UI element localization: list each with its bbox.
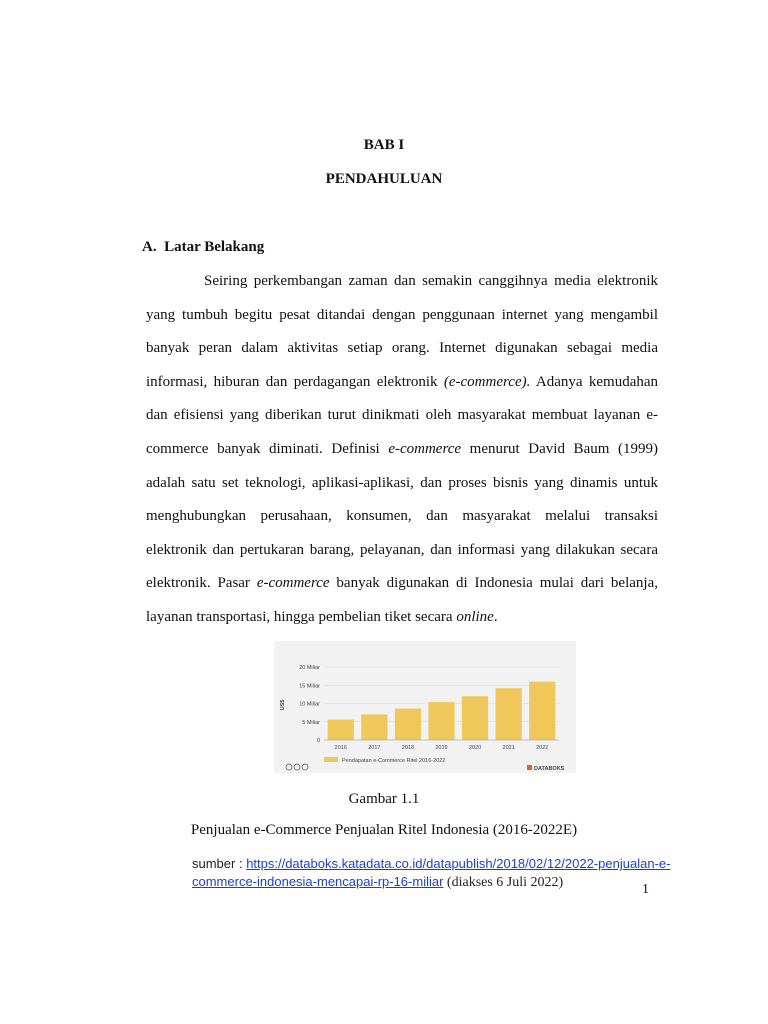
paragraph-line: elektronik dan pertukaran barang, pelayanan, dan informasi yang dilakukan secara (146, 541, 658, 558)
paragraph-line: elektronik. Pasar e-commerce banyak digunakan di Indonesia mulai dari belanja, (146, 575, 658, 592)
figure-source (192, 855, 672, 892)
y-tick-label: 10 Miliar (299, 701, 320, 708)
source-link[interactable]: https://databoks.katadata.co.id/datapublish/2018/02/12/2022-penjualan-e- (246, 856, 671, 871)
x-tick-label: 2018 (401, 745, 415, 751)
by-icon (294, 764, 300, 770)
figure-caption: Penjualan e-Commerce Penjualan Ritel Indonesia (2016-2022E) (190, 822, 578, 838)
sales-chart-figure (274, 641, 576, 773)
brand-label: DATABOKS (534, 766, 565, 772)
x-tick-label: 2021 (502, 745, 515, 751)
x-tick-label: 2017 (368, 745, 381, 751)
bar-chart (274, 641, 576, 773)
y-axis-label: US$ (280, 699, 286, 711)
chapter-title: PENDAHULUAN (325, 171, 443, 187)
y-tick-label: 20 Miliar (299, 665, 320, 671)
y-tick-label: 15 Miliar (299, 683, 320, 690)
paragraph-line: menghubungkan perusahaan, konsumen, dan masyarakat melalui transaksi (146, 508, 658, 525)
legend-swatch (324, 757, 338, 762)
chapter-heading: BAB I (363, 137, 405, 153)
paragraph-line: informasi, hiburan dan perdagangan elektronik (e-commerce). Adanya kemudahan (146, 373, 659, 390)
source-link-continued[interactable]: commerce-indonesia-mencapai-rp-16-miliar (192, 874, 444, 889)
paragraph-line: layanan transportasi, hingga pembelian tiket secara online. (146, 608, 498, 625)
bar (428, 702, 454, 740)
paragraph-line: commerce banyak diminati. Definisi e-commerce menurut David Baum (1999) (146, 440, 658, 457)
bar (529, 682, 555, 740)
figure-label: Gambar 1.1 (348, 791, 420, 807)
x-tick-label: 2020 (468, 745, 482, 751)
page-number: 1 (642, 882, 649, 897)
nc-icon (302, 764, 308, 770)
paragraph-line: Seiring perkembangan zaman dan semakin canggihnya media elektronik (204, 273, 658, 289)
x-tick-label: 2022 (536, 745, 549, 751)
x-tick-label: 2016 (334, 745, 347, 751)
access-date: (diakses 6 Juli 2022) (443, 875, 564, 890)
bar (496, 688, 522, 740)
paragraph-line: dan efisiensi yang diberikan turut dinikmati oleh masyarakat membuat layanan e- (146, 407, 658, 424)
databoks-logo-icon (527, 765, 532, 770)
paragraph-line: adalah satu set teknologi, aplikasi-aplikasi, dan proses bisnis yang dinamis untuk (146, 474, 658, 491)
paragraph-line: banyak peran dalam aktivitas setiap orang. Internet digunakan sebagai media (146, 340, 658, 357)
section-heading: A. Latar Belakang (142, 239, 265, 255)
cc-icon (286, 764, 292, 770)
bar (395, 709, 421, 740)
legend-label: Pendapatan e-Commerce Ritel 2016-2022 (342, 758, 446, 764)
paragraph-line: yang tumbuh begitu pesat ditandai dengan penggunaan internet yang mengambil (146, 306, 658, 323)
y-tick-label: 5 Miliar (302, 719, 320, 726)
x-tick-label: 2019 (435, 745, 448, 751)
bar (462, 696, 488, 740)
y-tick-label: 0 (316, 738, 320, 744)
bar (361, 714, 387, 740)
source-prefix: sumber : (192, 856, 247, 871)
body-paragraph (146, 265, 658, 635)
bar (328, 720, 354, 740)
